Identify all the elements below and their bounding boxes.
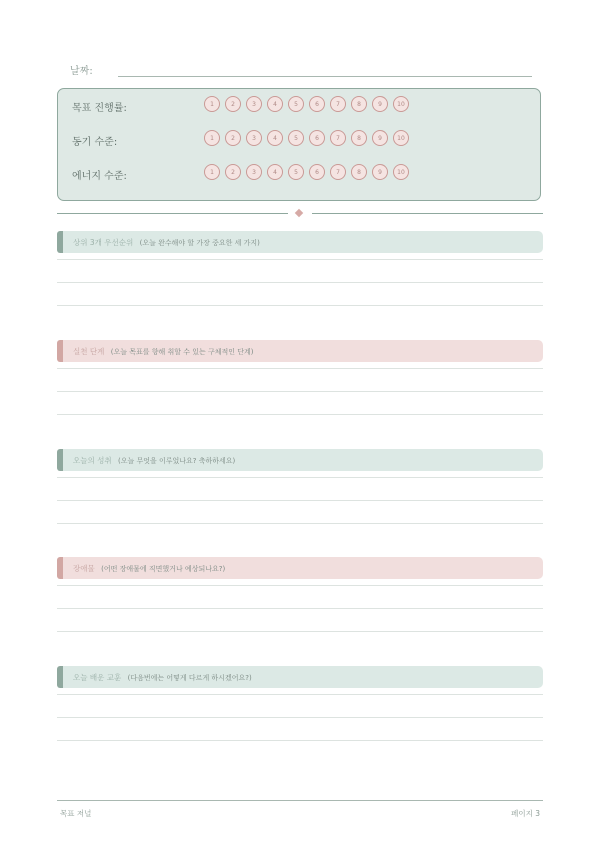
writing-line[interactable]: [57, 608, 543, 609]
scale-circle[interactable]: 10: [393, 96, 409, 112]
section-header: [57, 340, 543, 362]
scale-label: 동기 수준:: [72, 137, 118, 148]
scale-circle[interactable]: 8: [351, 130, 367, 146]
writing-line[interactable]: [57, 523, 543, 524]
scale-circle[interactable]: 9: [372, 164, 388, 180]
writing-line[interactable]: [57, 631, 543, 632]
writing-line[interactable]: [57, 368, 543, 369]
writing-line[interactable]: [57, 717, 543, 718]
scale-row-motivation: [72, 130, 532, 150]
scale-circle[interactable]: 8: [351, 96, 367, 112]
diamond-ornament-icon: [295, 209, 303, 217]
scale-circle[interactable]: 4: [267, 96, 283, 112]
section-header: [57, 666, 543, 688]
section-accent-bar: [57, 557, 63, 579]
date-input-line[interactable]: [118, 76, 532, 77]
section-header: [57, 231, 543, 253]
scale-circle[interactable]: 7: [330, 96, 346, 112]
writing-line[interactable]: [57, 585, 543, 586]
footer-journal-title: 목표 저널: [60, 809, 92, 818]
section-lessons-learned: [57, 666, 543, 688]
writing-line[interactable]: [57, 259, 543, 260]
divider-right: [312, 213, 543, 214]
section-action-steps: [57, 340, 543, 362]
scale-circle[interactable]: 3: [246, 130, 262, 146]
writing-line[interactable]: [57, 391, 543, 392]
date-label: 날짜:: [70, 66, 93, 77]
scale-circle[interactable]: 1: [204, 164, 220, 180]
scale-row-energy: [72, 164, 532, 184]
scale-circles: [204, 164, 409, 180]
scale-circle[interactable]: 4: [267, 164, 283, 180]
scale-circles: [204, 96, 409, 112]
scale-circle[interactable]: 1: [204, 96, 220, 112]
writing-line[interactable]: [57, 282, 543, 283]
scale-circle[interactable]: 6: [309, 96, 325, 112]
scale-label: 에너지 수준:: [72, 171, 127, 182]
writing-line[interactable]: [57, 477, 543, 478]
section-note: (오늘 무엇을 이루었나요? 축하하세요): [118, 457, 236, 465]
scale-circle[interactable]: 2: [225, 130, 241, 146]
date-row: [70, 62, 532, 80]
section-achievements: [57, 449, 543, 471]
writing-line[interactable]: [57, 414, 543, 415]
section-note: (오늘 완수해야 할 가장 중요한 세 가지): [139, 239, 260, 247]
scale-circle[interactable]: 10: [393, 130, 409, 146]
scale-circle[interactable]: 7: [330, 130, 346, 146]
footer-divider: [57, 800, 543, 801]
section-note: (어떤 장애물에 직면했거나 예상되나요?): [101, 565, 226, 573]
scale-circle[interactable]: 2: [225, 164, 241, 180]
section-accent-bar: [57, 666, 63, 688]
section-title: 상위 3개 우선순위: [73, 238, 134, 247]
scale-circle[interactable]: 5: [288, 96, 304, 112]
writing-line[interactable]: [57, 305, 543, 306]
divider-left: [57, 213, 288, 214]
scale-circle[interactable]: 3: [246, 164, 262, 180]
section-note: (다음번에는 어떻게 다르게 하시겠어요?): [127, 674, 252, 682]
scale-circle[interactable]: 4: [267, 130, 283, 146]
section-header: [57, 449, 543, 471]
writing-line[interactable]: [57, 740, 543, 741]
writing-line[interactable]: [57, 694, 543, 695]
scale-label: 목표 진행률:: [72, 103, 127, 114]
scale-circle[interactable]: 3: [246, 96, 262, 112]
scale-circle[interactable]: 7: [330, 164, 346, 180]
scale-circle[interactable]: 9: [372, 96, 388, 112]
footer-page-number: 페이지 3: [511, 809, 540, 818]
rating-scales-box: [57, 88, 541, 201]
scale-circle[interactable]: 6: [309, 164, 325, 180]
scale-circle[interactable]: 6: [309, 130, 325, 146]
scale-circles: [204, 130, 409, 146]
scale-circle[interactable]: 9: [372, 130, 388, 146]
scale-circle[interactable]: 10: [393, 164, 409, 180]
section-accent-bar: [57, 449, 63, 471]
scale-circle[interactable]: 1: [204, 130, 220, 146]
scale-row-goal-progress: [72, 96, 532, 116]
section-header: [57, 557, 543, 579]
scale-circle[interactable]: 2: [225, 96, 241, 112]
scale-circle[interactable]: 5: [288, 164, 304, 180]
section-top-priorities: [57, 231, 543, 253]
section-title: 장애물: [73, 564, 95, 573]
scale-circle[interactable]: 5: [288, 130, 304, 146]
section-accent-bar: [57, 340, 63, 362]
section-title: 오늘의 성취: [73, 456, 112, 465]
section-accent-bar: [57, 231, 63, 253]
writing-line[interactable]: [57, 500, 543, 501]
scale-circle[interactable]: 8: [351, 164, 367, 180]
section-title: 실천 단계: [73, 347, 105, 356]
section-note: (오늘 목표를 향해 취할 수 있는 구체적인 단계): [110, 348, 254, 356]
section-obstacles: [57, 557, 543, 579]
section-title: 오늘 배운 교훈: [73, 673, 122, 682]
